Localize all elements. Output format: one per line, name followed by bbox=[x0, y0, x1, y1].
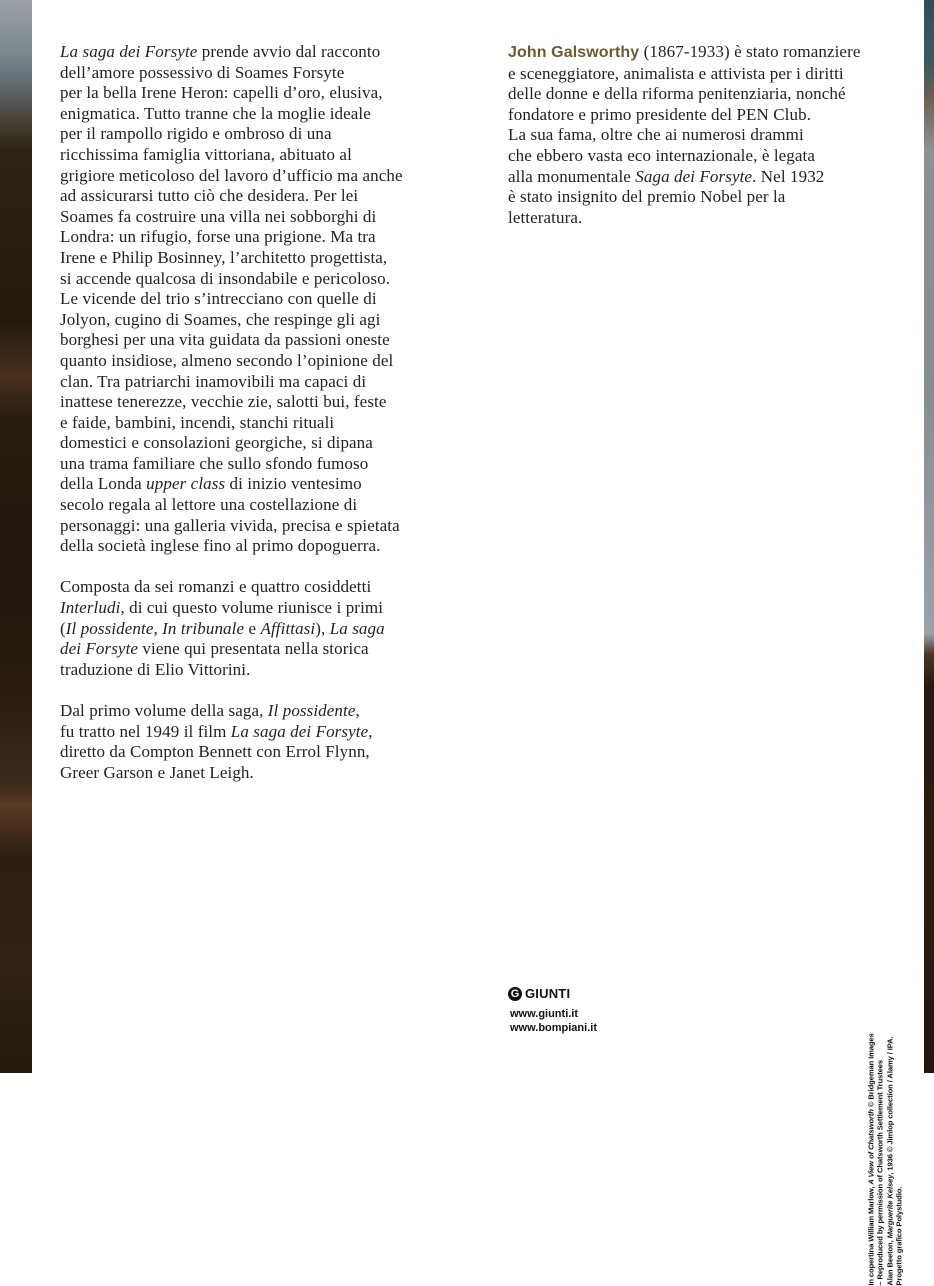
text-run: Londra: un rifugio, forse una prigione. Ma tra bbox=[60, 227, 376, 247]
text-run: personaggi: una galleria vivida, precisa e spietata bbox=[60, 515, 400, 535]
text-run: , bbox=[368, 721, 373, 741]
text-line bbox=[60, 619, 472, 640]
text-line bbox=[60, 42, 472, 63]
text-run: (1867-1933) è stato romanziere bbox=[639, 42, 861, 61]
text-run: diretto da Compton Bennett con Errol Flynn, bbox=[60, 742, 370, 762]
text-run: e faide, bambini, incendi, stanchi rituali bbox=[60, 412, 335, 432]
text-run: Alan Beeton, bbox=[885, 1238, 895, 1286]
paragraph bbox=[60, 701, 472, 783]
text-line bbox=[60, 742, 472, 763]
text-run: Le vicende del trio s’intrecciano con quelle di bbox=[60, 289, 377, 309]
text-line bbox=[508, 64, 888, 85]
text-run: A View of Chatsworth bbox=[866, 1109, 876, 1186]
text-line bbox=[60, 660, 472, 681]
text-line bbox=[60, 639, 472, 660]
text-run: prende avvio dal racconto bbox=[197, 42, 381, 61]
text-run: domestici e consolazioni georgiche, si dipana bbox=[60, 433, 373, 453]
text-run: La saga dei Forsyte bbox=[230, 721, 369, 741]
text-line bbox=[508, 208, 888, 229]
text-line bbox=[60, 207, 472, 228]
text-line bbox=[60, 722, 472, 743]
text-run: per la bella Irene Heron: capelli d’oro, elusiva, bbox=[60, 83, 383, 103]
text-run: . Nel 1932 bbox=[752, 166, 825, 186]
text-line bbox=[60, 310, 472, 331]
giunti-logo-icon: G bbox=[508, 987, 522, 1001]
text-line bbox=[60, 763, 472, 784]
text-run: , bbox=[153, 618, 163, 638]
credit-line bbox=[876, 1040, 885, 1286]
text-run: Greer Garson e Janet Leigh. bbox=[60, 762, 254, 782]
paragraph bbox=[60, 577, 472, 680]
credit-line bbox=[866, 1033, 876, 1286]
text-run: traduzione di Elio Vittorini. bbox=[60, 659, 251, 679]
text-line bbox=[60, 269, 472, 290]
text-run: In tribunale bbox=[162, 618, 245, 638]
cover-painting-right-edge bbox=[924, 0, 934, 1073]
text-run: che ebbero vasta eco internazionale, è legata bbox=[508, 145, 816, 165]
text-line bbox=[60, 516, 472, 537]
text-run: Irene e Philip Bosinney, l’architetto progettista, bbox=[60, 247, 388, 267]
text-run: dell’amore possessivo di Soames Forsyte bbox=[60, 62, 345, 82]
text-run: – Reproduced by permission of Chatsworth Settlement Trustees bbox=[875, 1060, 885, 1286]
text-run: ( bbox=[60, 618, 66, 638]
text-line bbox=[60, 495, 472, 516]
text-line bbox=[508, 187, 888, 208]
text-line bbox=[508, 125, 888, 146]
text-line bbox=[60, 63, 472, 84]
text-run: La saga dei Forsyte bbox=[60, 42, 198, 61]
text-line bbox=[60, 124, 472, 145]
text-run: ricchissima famiglia vittoriana, abituato al bbox=[60, 144, 352, 164]
website-giunti: www.giunti.it bbox=[510, 1008, 579, 1020]
text-run: letteratura. bbox=[508, 207, 583, 227]
text-run: Il possidente bbox=[65, 618, 154, 638]
text-run: dei Forsyte bbox=[60, 639, 139, 659]
text-line bbox=[60, 474, 472, 495]
text-run: Saga dei Forsyte bbox=[635, 166, 753, 186]
text-run: Affittasi bbox=[260, 618, 316, 638]
text-run: grigiore meticoloso del lavoro d’ufficio ma anche bbox=[60, 165, 403, 185]
text-run: Interludi bbox=[60, 598, 121, 618]
text-line bbox=[60, 104, 472, 125]
text-line bbox=[60, 289, 472, 310]
text-run: per il rampollo rigido e ombroso di una bbox=[60, 124, 332, 144]
publisher-websites bbox=[510, 1007, 597, 1035]
text-line bbox=[508, 146, 888, 167]
text-line bbox=[60, 351, 472, 372]
text-run: e sceneggiatore, animalista e attivista per i diritti bbox=[508, 63, 844, 83]
website-bompiani: www.bompiani.it bbox=[510, 1022, 597, 1034]
text-run: , 1936 © Jimlop collection / Alamy / IPA. bbox=[885, 1036, 895, 1176]
text-line bbox=[60, 248, 472, 269]
text-run: , di cui questo volume riunisce i primi bbox=[120, 598, 384, 618]
credit-line bbox=[895, 1040, 904, 1286]
text-run: ), bbox=[315, 618, 330, 638]
text-run: quanto insidiose, almeno secondo l’opinione del bbox=[60, 350, 394, 370]
text-run: La sua fama, oltre che ai numerosi drammi bbox=[508, 125, 804, 145]
text-run: Soames fa costruire una villa nei sobborghi di bbox=[60, 206, 377, 226]
text-run: enigmatica. Tutto tranne che la moglie ideale bbox=[60, 103, 371, 123]
text-line bbox=[60, 701, 472, 722]
synopsis-column bbox=[60, 42, 472, 783]
publisher-name: GIUNTI bbox=[525, 986, 571, 1001]
text-run: è stato insignito del premio Nobel per la bbox=[508, 187, 786, 207]
text-run: In copertina William Marlow, bbox=[866, 1185, 876, 1286]
text-run: La saga bbox=[329, 618, 385, 638]
text-line bbox=[60, 83, 472, 104]
text-line bbox=[60, 145, 472, 166]
credit-line bbox=[885, 1036, 895, 1286]
author-bio-column bbox=[508, 42, 888, 228]
publisher-brand bbox=[508, 986, 570, 1001]
text-line bbox=[60, 186, 472, 207]
text-run: Il possidente bbox=[267, 701, 356, 720]
text-run: borghesi per una vita guidata da passioni oneste bbox=[60, 330, 390, 350]
text-line bbox=[60, 454, 472, 475]
text-run: Progetto grafico Polystudio. bbox=[894, 1187, 904, 1286]
text-line bbox=[60, 536, 472, 557]
text-run: una trama familiare che sullo sfondo fumoso bbox=[60, 453, 369, 473]
text-line bbox=[60, 598, 472, 619]
text-run: della società inglese fino al primo dopoguerra. bbox=[60, 536, 381, 556]
text-run: © Bridgeman Images bbox=[866, 1033, 876, 1110]
paragraph bbox=[508, 42, 888, 228]
text-run: fu tratto nel 1949 il film bbox=[60, 721, 231, 741]
text-line bbox=[60, 392, 472, 413]
photo-credits-vertical bbox=[866, 1033, 904, 1286]
text-line bbox=[508, 42, 888, 64]
paragraph bbox=[60, 42, 472, 557]
text-line bbox=[508, 105, 888, 126]
text-line bbox=[508, 84, 888, 105]
text-run: secolo regala al lettore una costellazione di bbox=[60, 495, 358, 515]
text-run: della Londa bbox=[60, 474, 147, 494]
text-run: viene qui presentata nella storica bbox=[138, 639, 369, 659]
text-line bbox=[60, 166, 472, 187]
text-run: inattese tenerezze, vecchie zie, salotti bui, feste bbox=[60, 392, 387, 412]
text-run: di inizio ventesimo bbox=[225, 474, 362, 494]
text-run: si accende qualcosa di insondabile e pericoloso. bbox=[60, 268, 391, 288]
text-run: , bbox=[355, 701, 360, 720]
author-name: John Galsworthy bbox=[508, 44, 640, 61]
text-line bbox=[60, 433, 472, 454]
text-run: clan. Tra patriarchi inamovibili ma capaci di bbox=[60, 371, 367, 391]
text-run: Composta da sei romanzi e quattro cosiddetti bbox=[60, 577, 372, 597]
text-run: ad assicurarsi tutto ciò che desidera. Per lei bbox=[60, 186, 359, 206]
text-line bbox=[60, 413, 472, 434]
text-line bbox=[508, 167, 888, 188]
text-run: Dal primo volume della saga, bbox=[60, 701, 268, 720]
cover-painting-left-edge bbox=[0, 0, 32, 1073]
text-line bbox=[60, 372, 472, 393]
text-run: Marguerite Kelsey bbox=[885, 1175, 895, 1239]
text-run: delle donne e della riforma penitenziaria, nonché bbox=[508, 84, 846, 104]
text-run: e bbox=[244, 618, 261, 638]
text-run: fondatore e primo presidente del PEN Club. bbox=[508, 104, 812, 124]
text-line bbox=[60, 577, 472, 598]
text-run: Jolyon, cugino di Soames, che respinge gli agi bbox=[60, 309, 381, 329]
text-line bbox=[60, 330, 472, 351]
text-run: alla monumentale bbox=[508, 166, 636, 186]
text-line bbox=[60, 227, 472, 248]
text-run: upper class bbox=[146, 474, 226, 494]
